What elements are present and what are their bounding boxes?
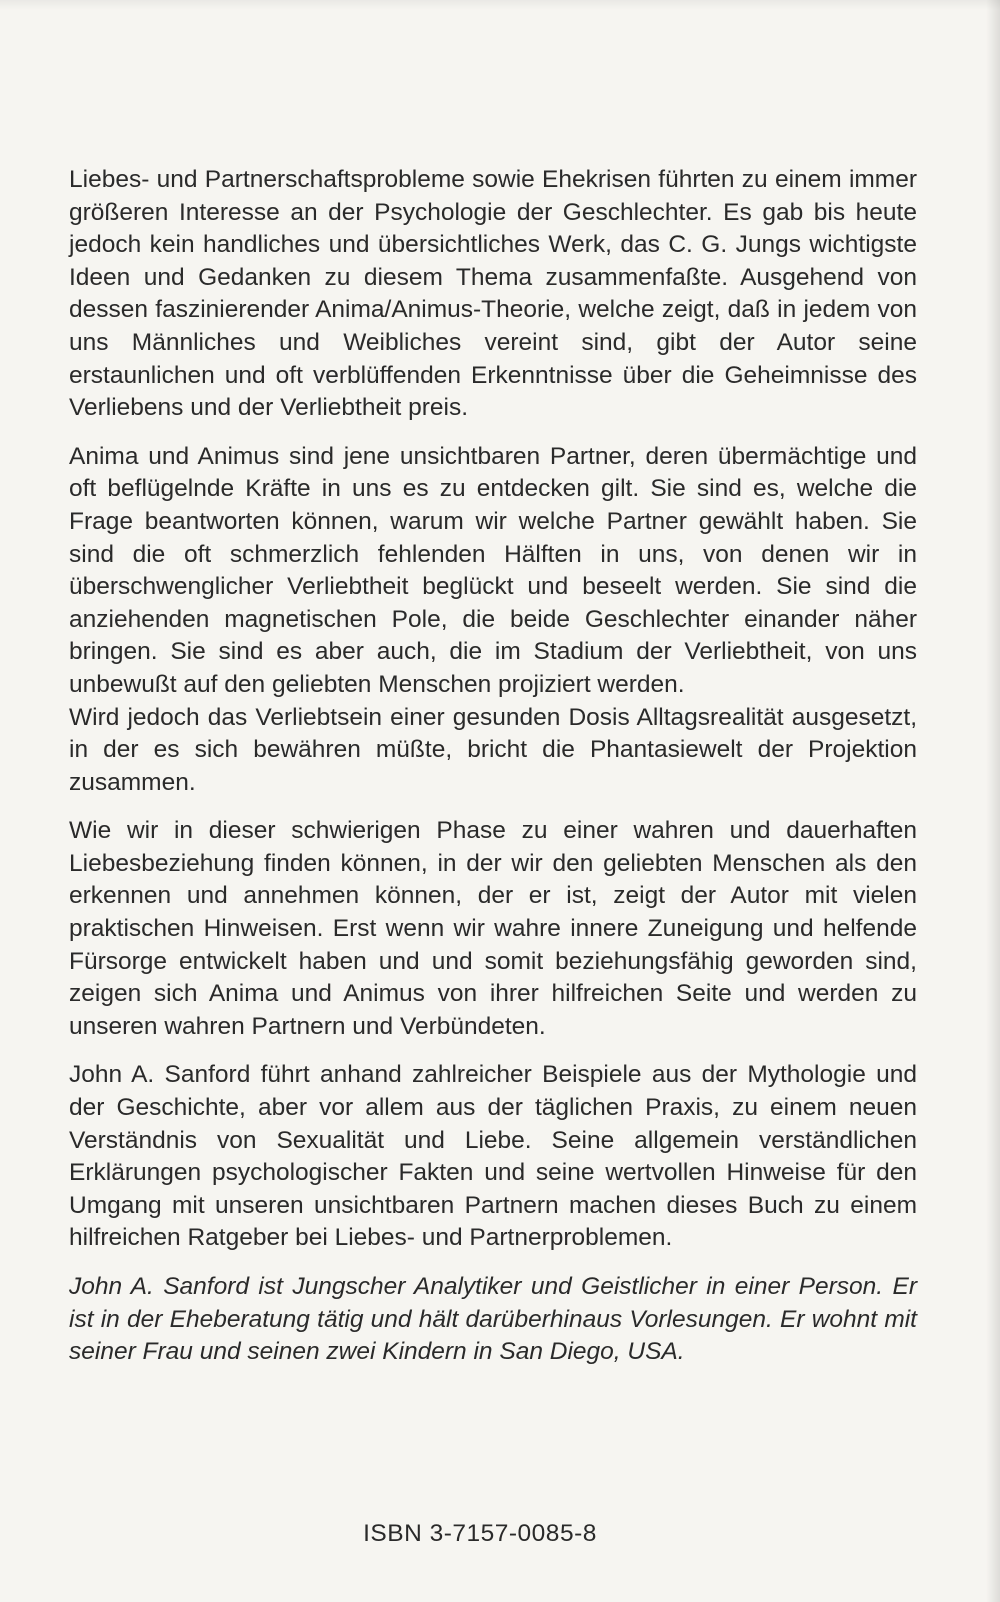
paragraph-sanford: John A. Sanford führt anhand zahlreicher Beispiele aus der Mythologie und der Geschichte, aber vor allem aus der täglichen Praxis, zu einem neuen Verständnis von Sexualität und Liebe. Seine allgemein verständlichen Erklärungen psychologischer Fakten und seine wertvollen Hinweise für den Umgang mit unseren unsichtbaren Partnern machen dieses Buch zu einem hilfreichen Ratgeber bei Liebes- und Partnerproblemen.: [69, 1061, 917, 1252]
page-edge-shadow: [986, 0, 1000, 1602]
paragraph-intro: Liebes- und Partnerschaftsprobleme sowie Ehekrisen führten zu einem immer größeren Interesse an der Psychologie der Geschlechter. Es gab bis heute jedoch kein handliches und übersichtliches Werk, das C. G. Jungs wichtigste Ideen und Gedanken zu diesem Thema zusammenfaßte. Ausgehend von dessen faszinierender Anima/Animus-Theorie, welche zeigt, daß in jedem von uns Männliches und Weibliches vereint sind, gibt der Autor seine erstaunlichen und oft verblüffenden Erkenntnisse über die Geheimnisse des Verliebens und der Verliebtheit preis.: [69, 166, 917, 422]
paragraph-projection: Wird jedoch das Verliebtsein einer gesunden Dosis Alltagsrealität ausgesetzt, in der es sich bewähren müßte, bricht die Phantasiewelt der Projektion zusammen.: [69, 703, 917, 796]
isbn-text: ISBN 3-7157-0085-8: [363, 1520, 597, 1547]
paragraph-relationship: Wie wir in dieser schwierigen Phase zu einer wahren und dauerhaften Liebesbeziehung finden können, in der wir den geliebten Menschen als den erkennen und annehmen können, der er ist, zeigt der Autor mit vielen praktischen Hinweisen. Erst wenn wir wahre innere Zuneigung und helfende Fürsorge entwickelt haben und und somit beziehungsfähig geworden sind, zeigen sich Anima und Animus von ihrer hilfreichen Seite und werden zu unseren wahren Partnern und Verbündeten.: [69, 817, 917, 1040]
page-top-shadow: [0, 0, 1000, 10]
author-bio: John A. Sanford ist Jungscher Analytiker und Geistlicher in einer Person. Er ist in der Eheberatung tätig und hält darüberhinaus Vorlesungen. Er wohnt mit seiner Frau und seinen zwei Kindern in San Diego, USA.: [69, 1273, 917, 1366]
blurb-text-block: [69, 164, 917, 1369]
paragraph-anima-animus: Anima und Animus sind jene unsichtbaren Partner, deren übermächtige und oft beflügelnde Kräfte in uns es zu entdecken gilt. Sie sind es, welche die Frage beantworten können, warum wir welche Partner gewählt haben. Sie sind die oft schmerzlich fehlenden Hälften in uns, von denen wir in überschwenglicher Verliebtheit beglückt und beseelt werden. Sie sind die anziehenden magnetischen Pole, die beide Geschlechter einander näher bringen. Sie sind es aber auch, die im Stadium der Verliebtheit, von uns unbewußt auf den geliebten Menschen projiziert werden.: [69, 442, 917, 698]
isbn-line: [0, 1520, 1000, 1548]
